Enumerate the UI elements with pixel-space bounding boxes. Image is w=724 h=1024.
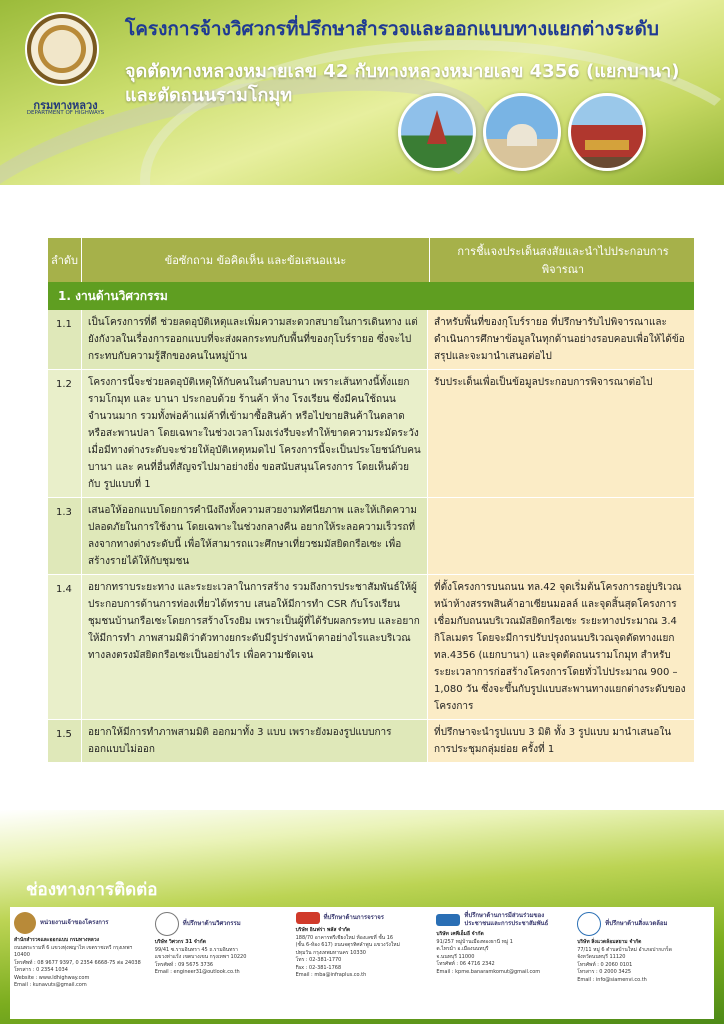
contact-card-engineering [151, 907, 292, 1019]
contact-org: บริษัท อินฟร่า พลัส จำกัด [295, 927, 351, 933]
contact-line: 91/257 หมู่บ้านเมืองทองธานี หมู่ 1 [436, 938, 513, 945]
department-name-en: DEPARTMENT OF HIGHWAYS [26, 110, 105, 116]
contact-line: Email : mba@infraplus.co.th [295, 972, 367, 978]
table-row [48, 369, 694, 497]
contact-card-environment [573, 907, 714, 1019]
col-header-question: ข้อซักถาม ข้อคิดเห็น และข้อเสนอแนะ [82, 238, 430, 282]
row-answer: รับประเด็นเพื่อเป็นข้อมูลประกอบการพิจารณาต่อไป [428, 370, 694, 497]
col-header-no: ลำดับ [48, 238, 82, 282]
shrine-photo [568, 93, 646, 171]
contact-line: Email : kpme.banaramkomut@gmail.com [436, 968, 541, 975]
contact-line: โทรศัพท์ : 0 2060 0101 [577, 961, 633, 968]
project-title: โครงการจ้างวิศวกรที่ปรึกษาสำรวจและออกแบบทางแยกต่างระดับ [125, 18, 659, 40]
project-subtitle: จุดตัดทางหลวงหมายเลข 42 กับทางหลวงหมายเลข 4356 (แยกบานา) [125, 61, 680, 82]
contact-line: โทรสาร : 0 2354 1034 [14, 967, 68, 973]
contact-org: สำนักสำรวจและออกแบบ กรมทางหลวง [14, 937, 100, 943]
section-title: 1. งานด้านวิศวกรรม [48, 282, 694, 310]
department-seal-icon [14, 912, 36, 934]
contact-cards [10, 907, 714, 1019]
contact-role: หน่วยงานเจ้าของโครงการ [40, 919, 109, 926]
seco-logo-icon [577, 912, 601, 936]
contact-line: โทรศัพท์ : 09 5675 3736 [154, 961, 214, 968]
contact-line: ถนนพระรามที่ 6 แขวงทุ่งพญาไท เขตราชเทวี กรุงเทพฯ 10400 [14, 944, 133, 958]
row-question: โครงการนี้จะช่วยลดอุบัติเหตุให้กับคนในตำบลบานา เพราะเส้นทางนี้ทั้งแยกรามโกมุท และ บานา ประกอบด้วย ร้านค้า ห้าง โรงเรียน ซึ่งมีคนใช้ถนนจำนวนมาก รวมทั้งพ่อค้าแม่ค้าที่เข้ามาซื้อสินค้า หรือไปขายสินค้าในตลาดหรือสะพานปลา โดยเฉพาะในช่วงเวลาโมงเร่งรีบจะทำให้ขาดความระมัดระวัง เมื่อมีทางต่างระดับจะช่วยให้อุบัติเหตุหมดไป โครงการนี้จะเป็นประโยชน์กับคนบานา และ คนที่อื่นที่สัญจรไปมาอย่างยิ่ง ขอสนับสนุนโครงการ โดยเห็นด้วยกับ รูปแบบที่ 1 [81, 370, 428, 497]
row-number: 1.4 [48, 575, 81, 719]
department-name: กรมทางหลวง [33, 99, 98, 112]
contact-org: บริษัท เคพีเอ็มอี จำกัด [436, 931, 484, 937]
kpme-logo-icon [436, 914, 460, 926]
mosque-photo [483, 93, 561, 171]
contact-card-public-participation [432, 907, 573, 1019]
contact-role: ที่ปรึกษาด้านสิ่งแวดล้อม [605, 920, 668, 927]
project-subtitle-2: และตัดถนนรามโกมุท [125, 85, 293, 106]
infraplus-logo-icon [296, 912, 320, 924]
row-answer: ที่ปรึกษาจะนำรูปแบบ 3 มิติ ทั้ง 3 รูปแบบ มานำเสนอในการประชุมกลุ่มย่อย ครั้งที่ 1 [428, 720, 694, 762]
table-header [48, 238, 694, 282]
contact-org: บริษัท วิศวกร 31 จำกัด [154, 939, 206, 945]
row-number: 1.1 [48, 310, 81, 369]
contact-line: Website : www.ldhighway.com [14, 974, 90, 981]
contact-role: ที่ปรึกษาด้านการมีส่วนร่วมของประชาชนและการประชาสัมพันธ์ [464, 912, 549, 927]
contact-line: 188/70 อาคารพรีเชียงใหม่ ห้องเลขที่ ชั้น 16 [295, 934, 394, 941]
row-number: 1.3 [48, 498, 81, 574]
row-number: 1.5 [48, 720, 81, 762]
col-header-answer: การชี้แจงประเด็นสงสัยและนำไปประกอบการพิจารณา [457, 245, 669, 276]
row-question: อยากให้มีการทำภาพสามมิติ ออกมาทั้ง 3 แบบ เพราะยังมองรูปแบบการออกแบบไม่ออก [81, 720, 428, 762]
contact-line: Email : info@siamenvi.co.th [577, 976, 647, 983]
row-answer: ที่ตั้งโครงการบนถนน ทล.42 จุดเริ่มต้นโครงการอยู่บริเวณหน้าห้างสรรพสินค้าอาเซียนมอลล์ และจุดสิ้นสุดโครงการเชื่อมกับถนนบริเวณมัสยิดกรือเซะ ระยะทางประมาณ 3.4 กิโลเมตร โดยจะมีการปรับปรุงถนนบริเวณจุดตัดทางแยก ทล.4356 (แยกบานา) และจุดตัดถนนรามโกมุท สำหรับระยะเวลาการก่อสร้างโครงการโดยทั่วไปประมาณ 900 – 1,080 วัน ซึ่งจะขึ้นกับรูปแบบสะพานทางแยกต่างระดับของโครงการ [428, 575, 694, 719]
table-row [48, 497, 694, 574]
contact-line: จ.นนทบุรี 11000 [436, 953, 475, 960]
table-row [48, 574, 694, 719]
header-banner [0, 0, 724, 185]
table-row [48, 310, 694, 369]
row-number: 1.2 [48, 370, 81, 497]
contact-line: โทรศัพท์ : 08 9677 9397, 0 2354 6668-75 ต่อ 24038 [14, 959, 141, 966]
contact-line: Fax : 02-381-1768 [295, 964, 342, 971]
contact-line: ต.ไทรม้า อ.เมืองนนทบุรี [436, 946, 489, 952]
contact-line: Email : kunavuts@gmail.com [14, 982, 87, 988]
row-question: เสนอให้ออกแบบโดยการคำนึงถึงทั้งความสวยงามทัศนียภาพ และให้เกิดความปลอดภัยในการใช้งาน โดยเฉพาะในช่วงกลางคืน อยากให้ระลอความเร็วรถที่ลงจากทางต่างระดับนี้ เพื่อให้สามารถแวะศึกษาเที่ยวชมมัสยิดกรือเซะ เพื่อสร้างรายได้ให้กับชุมชน [81, 498, 428, 574]
contact-line: 77/11 หมู่ 6 ตำบลบ้านใหม่ อำเภอปากเกร็ด [577, 946, 672, 953]
contact-card-owner [10, 907, 151, 1019]
contact-line: Email : engineer31@outlook.co.th [154, 969, 240, 975]
contact-line: โทรสาร : 0 2000 3425 [577, 969, 632, 975]
contact-line: จังหวัดนนทบุรี 11120 [577, 954, 626, 960]
contact-card-traffic [292, 907, 433, 1019]
contact-line: 99/41 ซ.รามอินทรา 45 ถ.รามอินทรา [154, 946, 238, 953]
comments-table [48, 238, 694, 762]
contact-line: โทรศัพท์ : 06 4716 2342 [436, 961, 495, 967]
row-question: อยากทราบระยะทาง และระยะเวลาในการสร้าง รวมถึงการประชาสัมพันธ์ให้ผู้ประกอบการด้านการท่องเที่ยวได้ทราบ เสนอให้มีการทำ CSR กับโรงเรียนชุมชนบ้านกรือเซะโดยการสร้างโรงยิม เพราะเป็นผู้ที่ได้รับผลกระทบ และอยากให้มีการทำ ภาพสามมิติว่าตัวทางยกระดับมีรูปร่างหน้าตาอย่างไรและบริเวณทางลงตรงมัสยิดกรือเซะเป็นอย่างไร เพื่อความชัดเจน [81, 575, 428, 719]
row-question: เป็นโครงการที่ดี ช่วยลดอุบัติเหตุและเพิ่มความสะดวกสบายในการเดินทาง แต่ยังกังวลในเรื่องการออกแบบที่จะส่งผลกระทบกับพื้นที่ของกุโบร์รายอ ซึ่งจะไปกระทบกับความรู้สึกของคนในหมู่บ้าน [81, 310, 428, 369]
row-answer: สำหรับพื้นที่ของกุโบร์รายอ ที่ปรึกษารับไปพิจารณาและดำเนินการศึกษาข้อมูลในทุกด้านอย่างรอบคอบเพื่อให้ได้ข้อสรุปและจะมานำเสนอต่อไป [428, 310, 694, 369]
department-seal-logo [25, 12, 99, 86]
temple-photo [398, 93, 476, 171]
contact-line: (ชั้น 6-ห้อง 617) ถนนจตุรทิศลำพูน แขวงวังใหม่ [295, 942, 400, 948]
company-logo-icon [155, 912, 179, 936]
table-row [48, 719, 694, 762]
contact-org: บริษัท สิ่งแวดล้อมสยาม จำกัด [577, 939, 642, 945]
contact-title: ช่องทางการติดต่อ [26, 880, 158, 900]
contact-line: โทร : 02-381-1770 [295, 957, 342, 963]
contact-role: ที่ปรึกษาด้านวิศวกรรม [182, 920, 241, 927]
row-answer [428, 498, 694, 574]
contact-line: แขวงท่าแร้ง เขตบางเขน กรุงเทพฯ 10220 [154, 954, 247, 960]
contact-role: ที่ปรึกษาด้านการจราจร [323, 914, 384, 921]
contact-line: ปทุมวัน กรุงเทพมหานคร 10330 [295, 949, 366, 956]
